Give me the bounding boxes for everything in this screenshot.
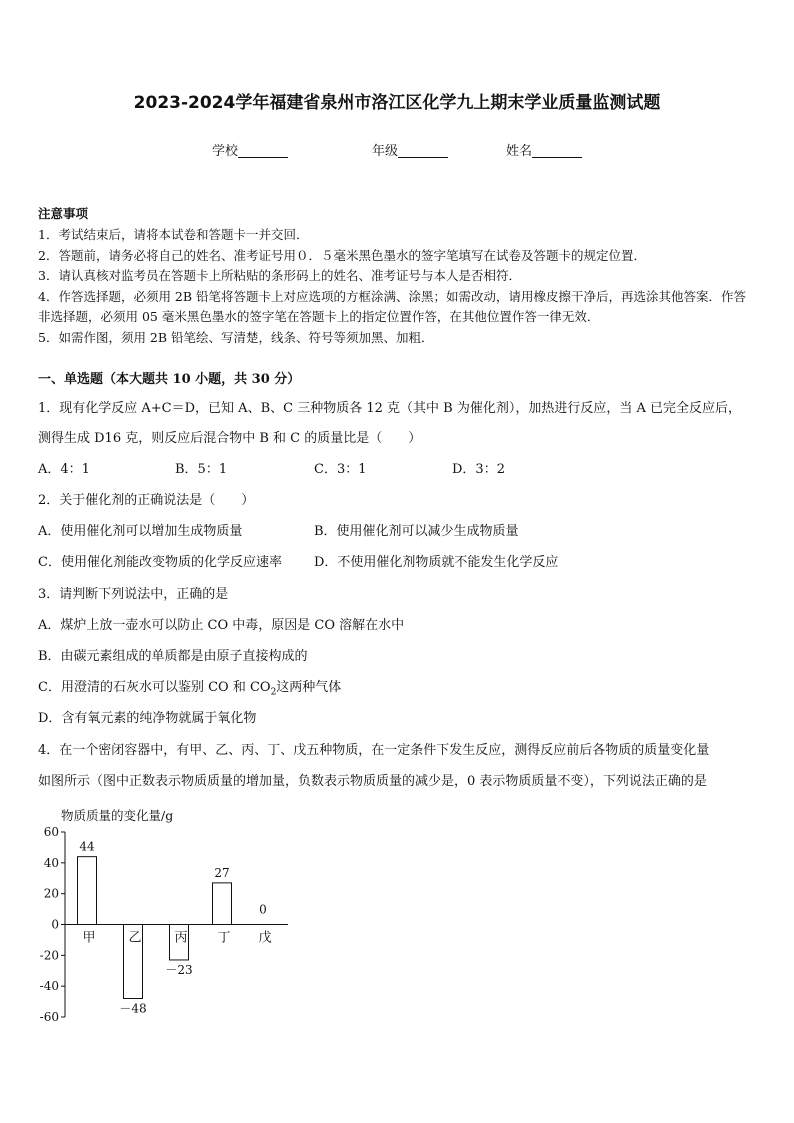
x-category-label: 丁 [217, 930, 231, 946]
note-item: 1．考试结束后，请将本试卷和答题卡一并交回． [38, 227, 309, 242]
school-field[interactable]: 学校 [212, 140, 288, 159]
x-category-label: 甲 [82, 930, 96, 946]
question-1-line-1: 1．现有化学反应 A+C＝D，已知 A、B、C 三种物质各 12 克（其中 B 为催化剂），加热进行反应，当 A 已完全反应后， [38, 401, 741, 416]
data-label: 27 [214, 865, 230, 880]
data-label: －23 [165, 962, 193, 977]
q1-option-b: B．5：1 [175, 462, 228, 477]
y-tick-label: 40 [43, 855, 59, 870]
note-item: 5．如需作图，须用 2B 铅笔绘、写清楚，线条、符号等须加黑、加粗． [38, 329, 434, 345]
q1-option-a: A．4：1 [38, 462, 90, 477]
bar-4 [213, 883, 232, 925]
x-category-label: 乙 [128, 930, 142, 946]
bar-1 [78, 857, 97, 925]
y-tick-label: -40 [39, 979, 59, 994]
question-4-line-1: 4．在一个密闭容器中，有甲、乙、丙、丁、戊五种物质，在一定条件下发生反应，测得反应前后各物质的质量变化量 [38, 743, 710, 758]
question-4-line-2: 如图所示（图中正数表示物质质量的增加量，负数表示物质质量的减少是，0 表示物质质量不变），下列说法正确的是 [38, 774, 707, 789]
note-item: 4．作答选择题，必须用 2B 铅笔将答题卡上对应选项的方框涂满、涂黑；如需改动，请用橡皮擦干净后，再选涂其他答案．作答非选择题，必须用 05 毫米黑色墨水的签字笔在答题卡上的指定位置作答，在其他位置作答一律无效． [38, 288, 747, 324]
grade-field[interactable]: 年级 [372, 140, 448, 159]
q1-option-c: C．3：1 [314, 462, 367, 477]
student-info-line [0, 140, 794, 160]
name-field[interactable]: 姓名 [506, 140, 582, 159]
q2-option-c: C．使用催化剂能改变物质的化学反应速率 [38, 555, 282, 570]
q2-option-d: D．不使用催化剂物质就不能发生化学反应 [314, 555, 559, 570]
page-title: 2023-2024学年福建省泉州市洛江区化学九上期末学业质量监测试题 [133, 93, 661, 113]
school-blank [238, 143, 288, 158]
note-item: 2．答题前，请务必将自己的姓名、准考证号用０．５毫米黑色墨水的签字笔填写在试卷及答题卡的规定位置． [38, 247, 646, 263]
notes-block [38, 204, 758, 348]
data-label: －48 [119, 1001, 147, 1016]
y-tick-label: -60 [39, 1010, 59, 1024]
note-item: 3．请认真核对监考员在答题卡上所粘贴的条形码上的姓名、准考证号与本人是否相符． [38, 268, 521, 283]
q1-option-d: D．3：2 [452, 462, 505, 477]
q3-option-b: B．由碳元素组成的单质都是由原子直接构成的 [38, 649, 308, 664]
grade-blank [398, 143, 448, 158]
y-tick-label: 0 [51, 917, 59, 932]
chart-title: 物质质量的变化量/g [61, 808, 174, 823]
y-tick-label: 20 [43, 886, 59, 901]
notes-heading: 注意事项 [38, 206, 89, 221]
question-2-stem: 2．关于催化剂的正确说法是（ ） [38, 493, 255, 508]
section-heading: 一、单选题（本大题共 10 小题，共 30 分） [38, 372, 301, 387]
q2-option-a: A．使用催化剂可以增加生成物质量 [38, 524, 243, 539]
data-label: 44 [79, 839, 95, 854]
x-category-label: 丙 [174, 930, 188, 946]
data-label: 0 [259, 902, 267, 917]
q3-option-a: A．煤炉上放一壶水可以防止 CO 中毒，原因是 CO 溶解在水中 [38, 618, 405, 633]
x-category-label: 戊 [258, 930, 272, 946]
q2-option-b: B．使用催化剂可以减少生成物质量 [314, 524, 519, 539]
q3-option-c: C．用澄清的石灰水可以鉴别 CO 和 $CO_2$这两种气体 [38, 680, 342, 698]
name-blank [532, 143, 582, 158]
mass-change-bar-chart [30, 800, 320, 1030]
question-1-line-2: 测得生成 D16 克，则反应后混合物中 B 和 C 的质量比是（ ） [38, 431, 422, 446]
y-tick-label: -20 [39, 948, 59, 963]
question-3-stem: 3．请判断下列说法中，正确的是 [38, 587, 229, 602]
q3-option-d: D．含有氧元素的纯净物就属于氧化物 [38, 711, 257, 726]
y-tick-label: 60 [43, 825, 59, 839]
